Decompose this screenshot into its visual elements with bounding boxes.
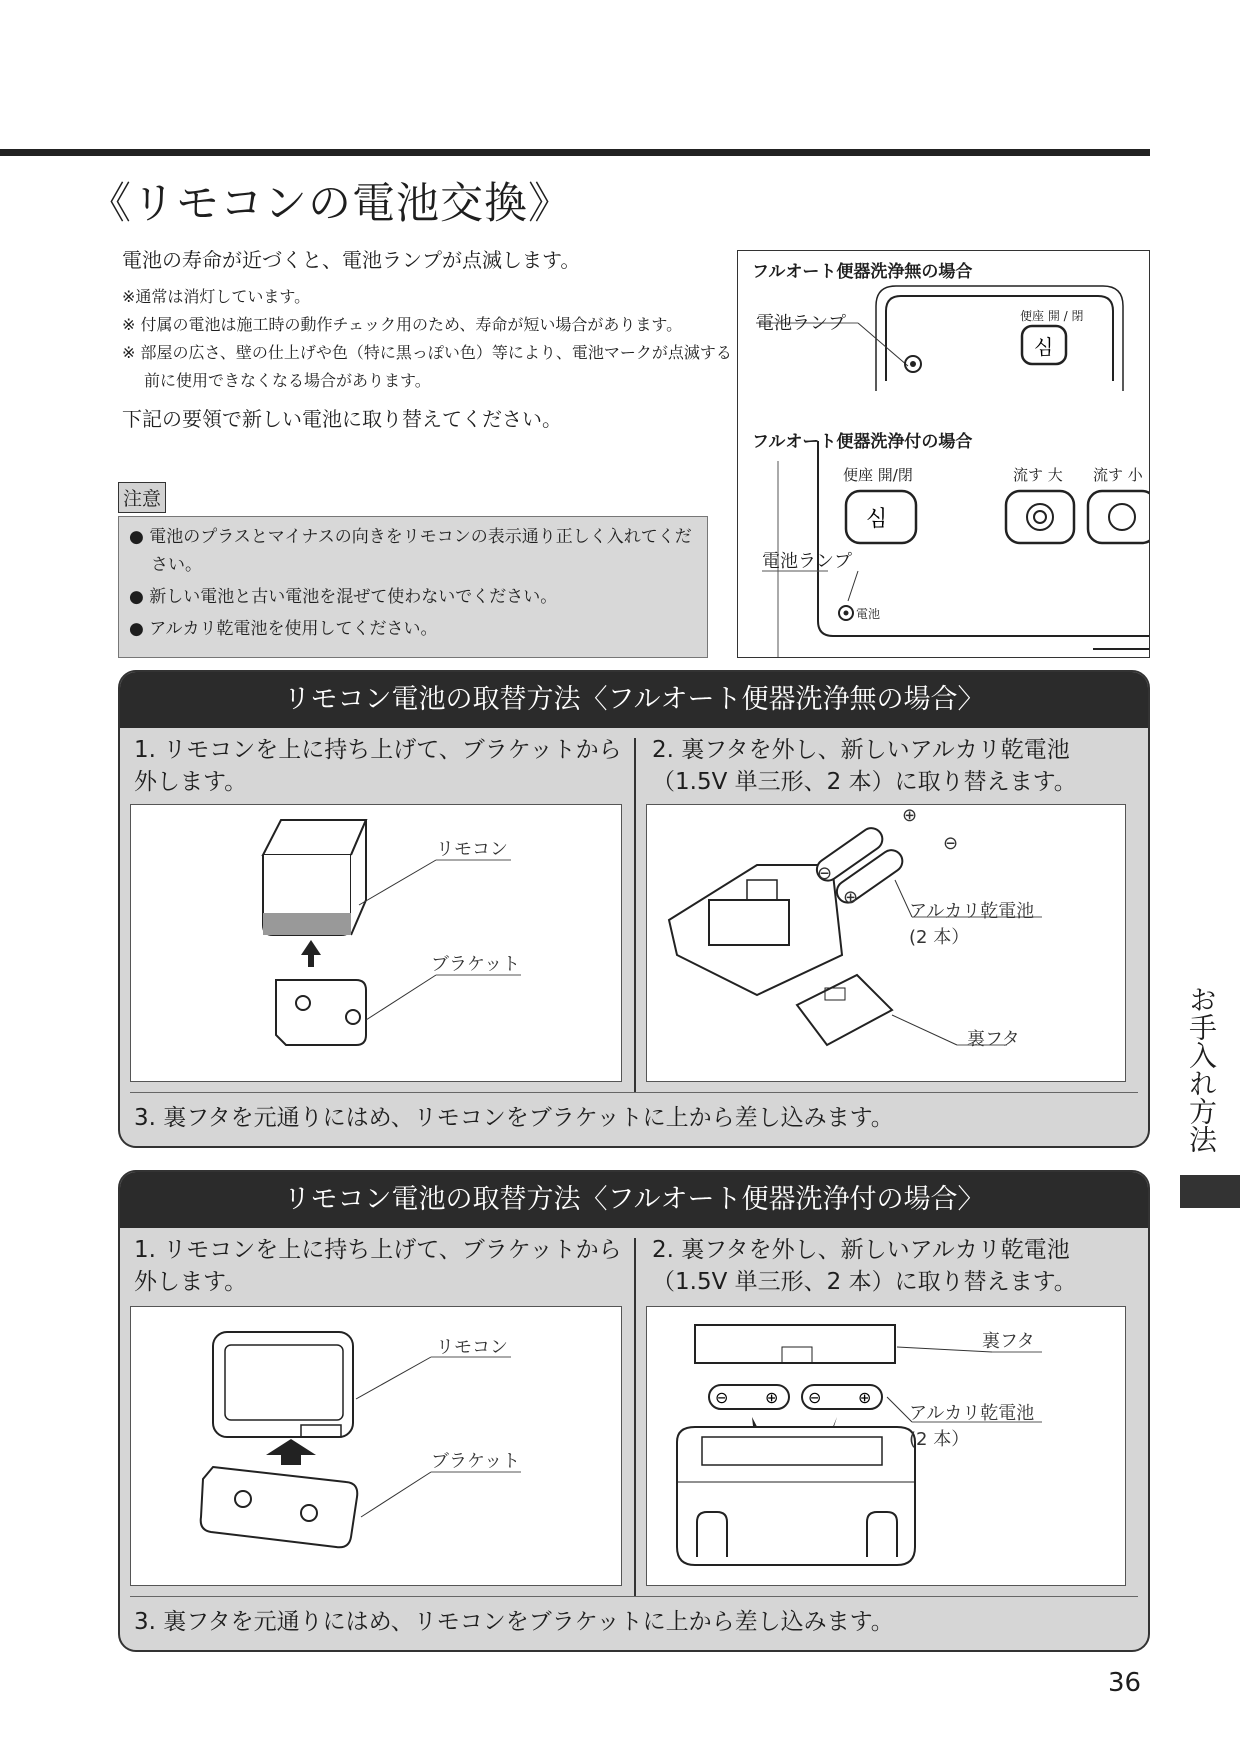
section2-backcover-label: 裏フタ xyxy=(982,1331,1035,1352)
caution-item-2: ● 新しい電池と古い電池を混ぜて使わないでください。 xyxy=(129,587,558,607)
caution-box xyxy=(118,516,708,658)
svg-text:⊖: ⊖ xyxy=(715,1388,729,1407)
svg-text:⊕: ⊕ xyxy=(858,1388,872,1407)
intro-note-1: ※通常は消灯しています。 xyxy=(122,287,311,306)
section2-step1: 1. リモコンを上に持ち上げて、ブラケットから外します。 xyxy=(134,1237,622,1295)
case2-lamp-label: 電池ランプ xyxy=(762,551,852,572)
section1-header: リモコン電池の取替方法〈フルオート便器洗浄無の場合〉 xyxy=(120,672,1148,728)
battery-replace-drawing xyxy=(647,805,1125,1081)
section1-minus-left: ⊖ xyxy=(817,863,833,884)
case2-flush-small: 流す 小 xyxy=(1093,466,1143,484)
intro-text xyxy=(122,244,732,432)
intro-note-3: ※ 部屋の広さ、壁の仕上げや色（特に黒っぽい色）等により、電池マークが点滅する前に使用できなくなる場合があります。 xyxy=(122,343,732,390)
side-tab-label: お手入れ方法 xyxy=(1185,985,1218,1153)
section1-minus-top: ⊖ xyxy=(943,833,959,854)
section2-hdivider xyxy=(130,1596,1138,1597)
section2-bracket-label: ブラケット xyxy=(431,1451,521,1472)
page-number: 36 xyxy=(1108,1668,1142,1698)
section2-battery-figure xyxy=(646,1306,1126,1586)
section1-remote-figure xyxy=(130,804,622,1082)
section1-hdivider xyxy=(130,1092,1138,1093)
svg-text:심: 심 xyxy=(1034,335,1054,359)
case2-title: フルオート便器洗浄付の場合 xyxy=(752,432,973,452)
section2-remote-label: リモコン xyxy=(436,1337,508,1358)
section-no-auto-flush xyxy=(118,670,1150,1148)
svg-text:⊕: ⊕ xyxy=(765,1388,779,1407)
intro-note-2: ※ 付属の電池は施工時の動作チェック用のため、寿命が短い場合があります。 xyxy=(122,315,683,334)
caution-item-1: ● 電池のプラスとマイナスの向きをリモコンの表示通り正しく入れてください。 xyxy=(129,527,692,575)
battery-replace-drawing-2 xyxy=(647,1307,1125,1585)
section1-step3: 3. 裏フタを元通りにはめ、リモコンをブラケットに上から差し込みます。 xyxy=(134,1105,894,1131)
section2-header: リモコン電池の取替方法〈フルオート便器洗浄付の場合〉 xyxy=(120,1172,1148,1228)
battery-lamp-panel xyxy=(737,250,1150,658)
section1-battery-figure xyxy=(646,804,1126,1082)
section1-step2: 2. 裏フタを外し、新しいアルカリ乾電池（1.5V 単三形、2 本）に取り替えます。 xyxy=(652,737,1077,795)
top-rule xyxy=(0,149,1150,156)
page-title: 《リモコンの電池交換》 xyxy=(88,179,572,229)
svg-text:⊖: ⊖ xyxy=(808,1388,822,1407)
remote-bracket-drawing xyxy=(131,805,621,1081)
case2-button-label: 便座 開/閉 xyxy=(843,466,913,484)
side-tab-marker xyxy=(1180,1175,1240,1208)
intro-lead: 電池の寿命が近づくと、電池ランプが点滅します。 xyxy=(122,248,581,272)
section2-divider xyxy=(634,1238,636,1596)
case2-flush-large: 流す 大 xyxy=(1013,466,1063,484)
section2-remote-figure xyxy=(130,1306,622,1586)
flush-small-button-icon xyxy=(1088,491,1150,543)
case1-button-label: 便座 開 / 閉 xyxy=(1020,309,1084,323)
section1-plus-top: ⊕ xyxy=(902,805,918,826)
section2-step2: 2. 裏フタを外し、新しいアルカリ乾電池（1.5V 単三形、2 本）に取り替えます。 xyxy=(652,1237,1077,1295)
section1-bracket-label: ブラケット xyxy=(431,954,521,975)
section1-battery-label: アルカリ乾電池 xyxy=(909,901,1035,922)
section1-step1: 1. リモコンを上に持ち上げて、ブラケットから外します。 xyxy=(134,737,622,795)
section1-battery-count: (2 本） xyxy=(909,927,970,948)
section-with-auto-flush xyxy=(118,1170,1150,1652)
caution-tag: 注意 xyxy=(118,482,166,513)
flush-large-button-icon xyxy=(1006,491,1074,543)
case1-lamp-label: 電池ランプ xyxy=(756,313,846,334)
case1-title: フルオート便器洗浄無の場合 xyxy=(752,262,973,282)
caution-item-3: ● アルカリ乾電池を使用してください。 xyxy=(129,619,438,639)
section2-step3: 3. 裏フタを元通りにはめ、リモコンをブラケットに上から差し込みます。 xyxy=(134,1609,894,1635)
section2-battery-count: (2 本） xyxy=(909,1429,970,1450)
section1-plus-left: ⊕ xyxy=(843,887,859,908)
intro-tail: 下記の要領で新しい電池に取り替えてください。 xyxy=(122,407,562,431)
section1-backcover-label: 裏フタ xyxy=(967,1029,1020,1050)
svg-text:심: 심 xyxy=(866,507,888,532)
section1-remote-label: リモコン xyxy=(436,839,508,860)
case2-battery-mark: 電池 xyxy=(856,607,881,621)
section1-divider xyxy=(634,738,636,1092)
section2-battery-label: アルカリ乾電池 xyxy=(909,1403,1035,1424)
remote-bracket-drawing-2 xyxy=(131,1307,621,1585)
